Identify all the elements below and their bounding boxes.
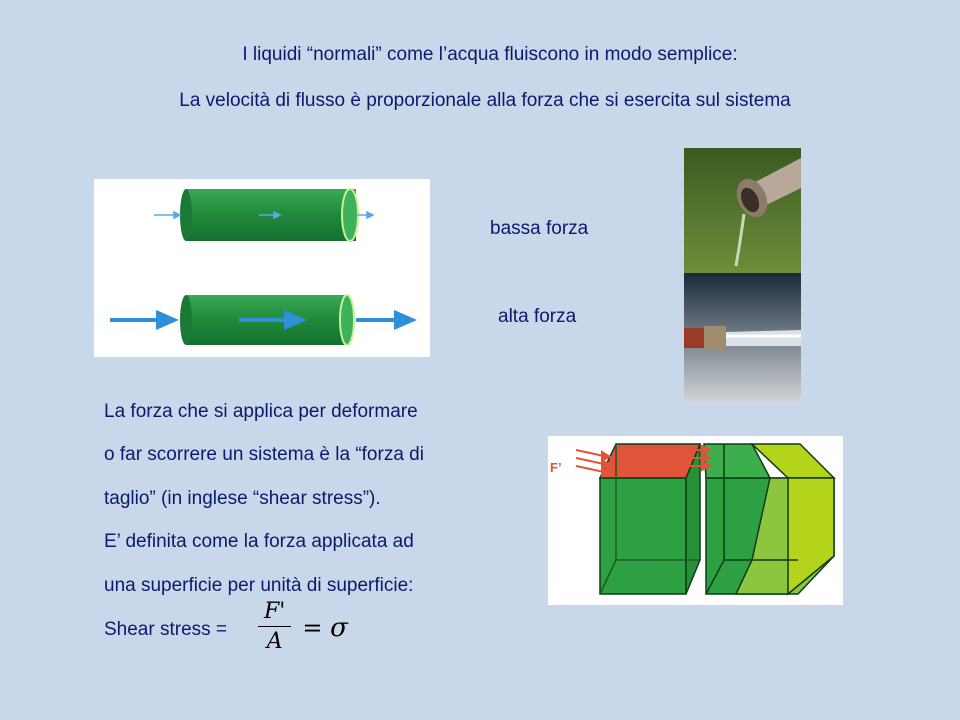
flow-tubes-figure — [94, 179, 430, 357]
body-line-5: una superficie per unità di superficie: — [104, 575, 414, 596]
force-label: F’ — [550, 460, 562, 475]
formula-denominator: A — [266, 629, 283, 654]
high-force-label: alta forza — [498, 306, 577, 327]
hose-photos — [684, 148, 801, 401]
formula-sigma: σ — [330, 612, 348, 643]
title-line-2: La velocità di flusso è proporzionale alla forza che si esercita sul sistema — [179, 90, 791, 111]
body-line-4: E’ definita come la forza applicata ad — [104, 531, 414, 552]
hose-low-force-photo — [684, 148, 801, 273]
tube-high-force — [110, 295, 412, 345]
title-line-1: I liquidi “normali” come l’acqua fluiscono in modo semplice: — [242, 44, 738, 65]
shear-stress-label: Shear stress = — [104, 619, 228, 640]
block-sheared — [704, 444, 834, 594]
shear-stress-formula — [258, 598, 348, 657]
hose-high-force-photo — [684, 273, 801, 401]
tube-low-force — [154, 189, 373, 241]
shear-blocks-figure — [548, 436, 843, 605]
formula-equals: = — [302, 613, 323, 642]
formula-numerator: F' — [258, 598, 291, 627]
body-line-3: taglio” (in inglese “shear stress”). — [104, 488, 381, 509]
body-line-1: La forza che si applica per deformare — [104, 401, 418, 422]
body-line-2: o far scorrere un sistema è la “forza di — [104, 444, 424, 465]
low-force-label: bassa forza — [490, 218, 589, 239]
